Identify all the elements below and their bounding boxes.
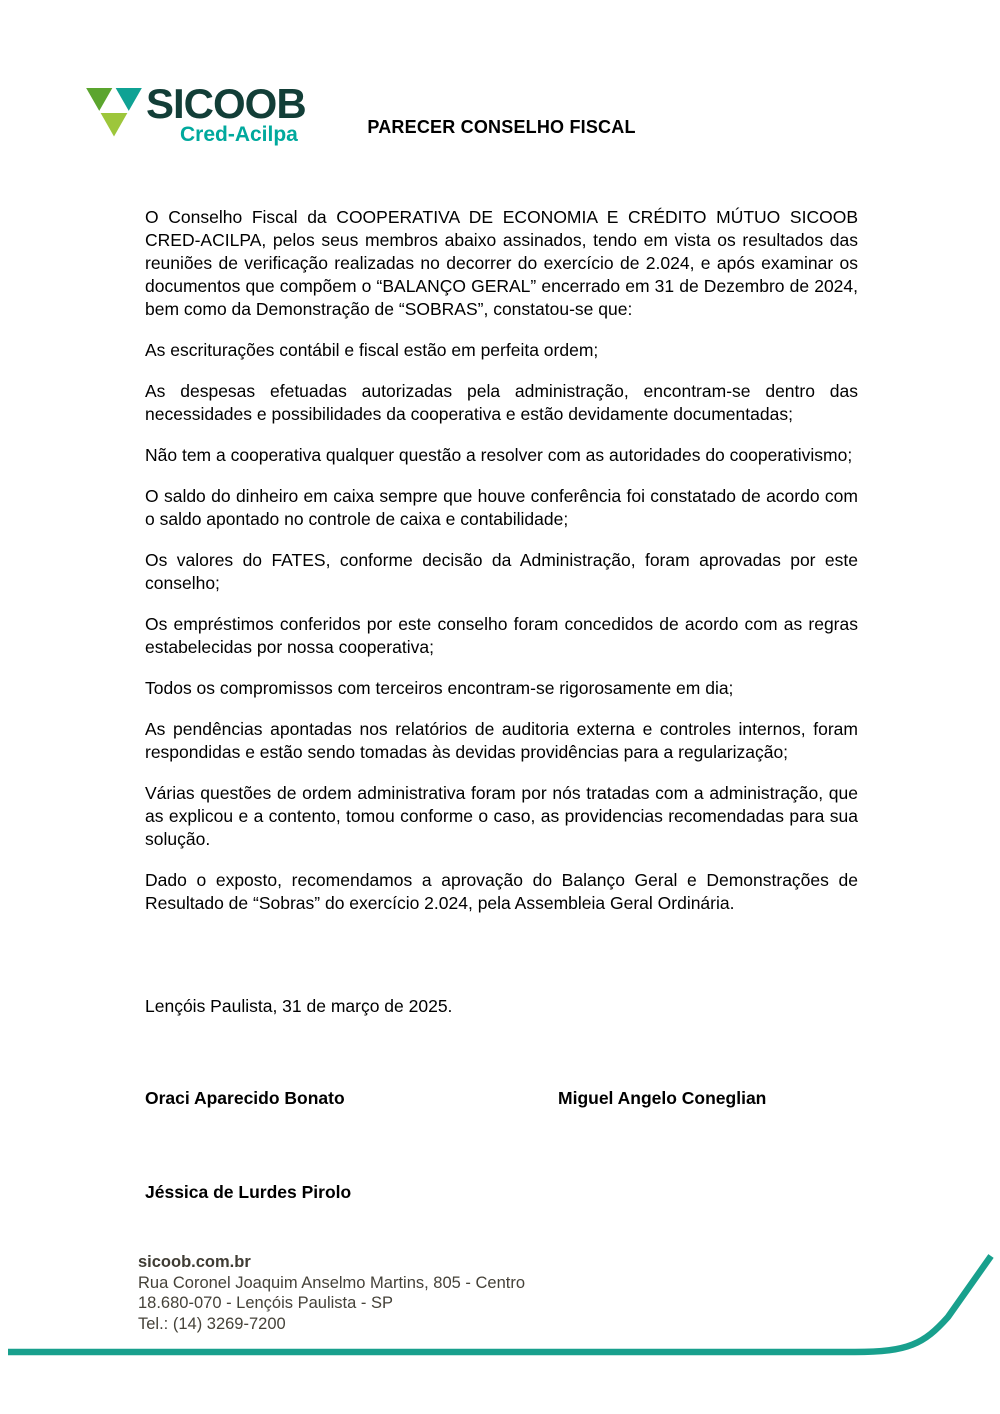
- body-paragraph: Os valores do FATES, conforme decisão da Administração, foram aprovadas por este conselho;: [145, 550, 858, 593]
- body-paragraph: Dado o exposto, recomendamos a aprovação do Balanço Geral e Demonstrações de Resultado de “Sobras” do exercício 2.024, pela Assembleia Geral Ordinária.: [145, 870, 858, 913]
- logo-subbrand-text: Cred-Acilpa: [180, 123, 298, 146]
- body-paragraph: O Conselho Fiscal da COOPERATIVA DE ECONOMIA E CRÉDITO MÚTUO SICOOB CRED-ACILPA, pelos seus membros abaixo assinados, tendo em vista os resultados das reuniões de verificação realizadas no decorrer do exercício de 2.024, e após examinar os documentos que compõem o “BALANÇO GERAL” encerrado em 31 de Dezembro de 2024, bem como da Demonstração de “SOBRAS”, constatou-se que:: [145, 207, 858, 319]
- sicoob-triangles-icon: [86, 88, 142, 137]
- body-paragraph: As pendências apontadas nos relatórios de auditoria externa e controles internos, foram respondidas e estão sendo tomadas às devidas providências para a regularização;: [145, 719, 858, 762]
- body-paragraph: O saldo do dinheiro em caixa sempre que houve conferência foi constatado de acordo com o saldo apontado no controle de caixa e contabilidade;: [145, 486, 858, 529]
- logo-brand-text: SICOOB: [146, 80, 306, 127]
- signature-name-oraci: Oraci Aparecido Bonato: [145, 1088, 345, 1108]
- body-paragraph: As escriturações contábil e fiscal estão em perfeita ordem;: [145, 340, 599, 360]
- signature-name-miguel: Miguel Angelo Coneglian: [558, 1088, 767, 1108]
- body-paragraph: Não tem a cooperativa qualquer questão a resolver com as autoridades do cooperativismo;: [145, 445, 853, 465]
- page-title: PARECER CONSELHO FISCAL: [367, 117, 636, 137]
- signature-name-jessica: Jéssica de Lurdes Pirolo: [145, 1182, 352, 1202]
- footer-phone: Tel.: (14) 3269-7200: [138, 1314, 286, 1333]
- footer-address-line1: Rua Coronel Joaquim Anselmo Martins, 805 - Centro: [138, 1273, 526, 1292]
- footer-address-line2: 18.680-070 - Lençóis Paulista - SP: [138, 1294, 393, 1312]
- body-paragraph: Todos os compromissos com terceiros encontram-se rigorosamente em dia;: [145, 678, 734, 698]
- body-paragraph: As despesas efetuadas autorizadas pela administração, encontram-se dentro das necessidades e possibilidades da cooperativa e estão devidamente documentadas;: [145, 381, 858, 424]
- body-paragraph: Várias questões de ordem administrativa foram por nós tratadas com a administração, que as explicou e a contento, tomou conforme o caso, as providencias recomendadas para sua solução.: [145, 783, 858, 849]
- footer-website: sicoob.com.br: [138, 1253, 251, 1271]
- footer-swoosh-line: [0, 1240, 1000, 1414]
- date-place-line: Lençóis Paulista, 31 de março de 2025.: [145, 996, 453, 1016]
- document-body: [145, 206, 858, 933]
- body-paragraph: Os empréstimos conferidos por este conselho foram concedidos de acordo com as regras estabelecidas por nossa cooperativa;: [145, 614, 858, 657]
- signature-row: [145, 1088, 858, 1112]
